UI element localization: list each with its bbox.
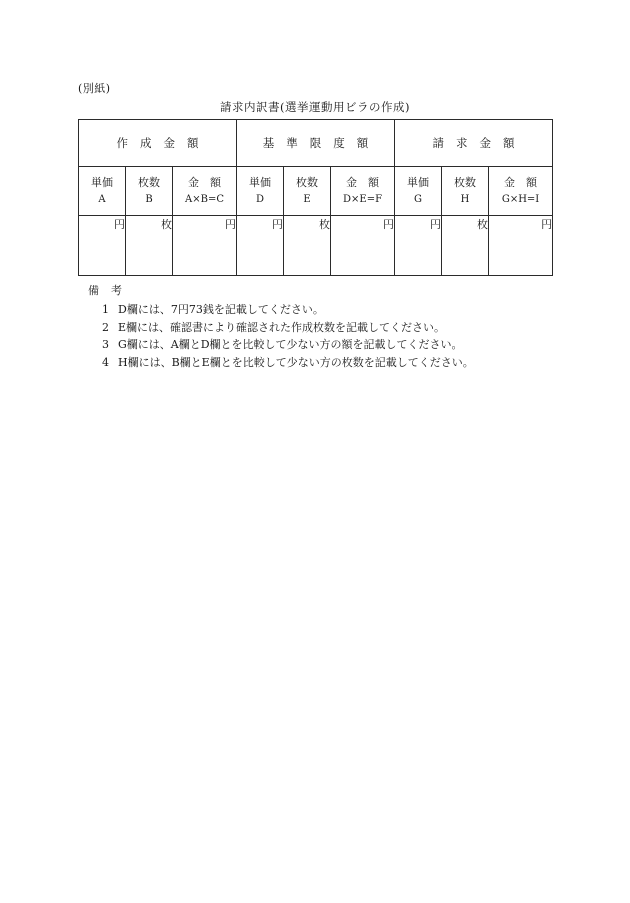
value-cell-count-e: 枚 xyxy=(284,216,331,276)
value-cell-amount-c: 円 xyxy=(173,216,237,276)
group-header-cell xyxy=(79,120,237,167)
notes-section xyxy=(88,282,474,371)
column-symbol: B xyxy=(145,194,153,205)
column-header-row xyxy=(79,167,553,216)
column-symbol: D xyxy=(256,194,265,205)
claim-breakdown-table xyxy=(78,119,553,276)
column-symbol: D×E=F xyxy=(343,194,383,205)
column-label: 金 額 xyxy=(504,176,538,189)
note-number: 2 xyxy=(102,320,109,334)
column-label: 単価 xyxy=(91,176,113,189)
value-cell-unit-price-g: 円 xyxy=(395,216,442,276)
column-header-cell xyxy=(284,167,331,216)
column-label: 単価 xyxy=(407,176,430,189)
page-title: 請求内訳書(選挙運動用ビラの作成) xyxy=(220,100,410,114)
value-cell-unit-price-a: 円 xyxy=(79,216,126,276)
note-text: G欄には、A欄とD欄とを比較して少ない方の額を記載してください。 xyxy=(118,338,463,351)
group-header-cell xyxy=(395,120,553,167)
column-symbol: E xyxy=(303,194,311,205)
column-symbol: A×B=C xyxy=(185,194,224,205)
column-label: 金 額 xyxy=(346,176,380,189)
group-header-row xyxy=(79,120,553,167)
column-label: 金 額 xyxy=(188,176,222,189)
column-header-cell xyxy=(173,167,237,216)
value-cell-count-h: 枚 xyxy=(442,216,489,276)
column-symbol: H xyxy=(460,194,470,205)
note-item xyxy=(102,336,474,354)
column-label: 単価 xyxy=(249,176,272,189)
value-cell-unit-price-d: 円 xyxy=(237,216,284,276)
note-item xyxy=(102,354,474,372)
column-symbol: A xyxy=(98,194,106,205)
attachment-label: (別紙) xyxy=(78,82,111,95)
note-item xyxy=(102,319,474,337)
note-number: 3 xyxy=(102,338,109,351)
value-cell-amount-f: 円 xyxy=(331,216,395,276)
group-header-limit: 基準限度額 xyxy=(262,136,381,150)
column-header-cell xyxy=(442,167,489,216)
note-text: H欄には、B欄とE欄とを比較して少ない方の枚数を記載してください。 xyxy=(118,355,474,369)
column-symbol: G×H=I xyxy=(501,194,540,205)
column-symbol: G xyxy=(414,194,423,205)
value-cell-count-b: 枚 xyxy=(126,216,173,276)
group-header-claim: 請求金額 xyxy=(432,136,527,150)
value-cell-amount-i: 円 xyxy=(489,216,553,276)
column-header-cell xyxy=(395,167,442,216)
value-row xyxy=(79,216,553,276)
column-header-cell xyxy=(79,167,126,216)
group-header-cell xyxy=(237,120,395,167)
notes-title: 備考 xyxy=(88,284,134,297)
note-text: E欄には、確認書により確認された作成枚数を記載してください。 xyxy=(118,320,446,334)
column-header-cell xyxy=(237,167,284,216)
column-label: 枚数 xyxy=(296,176,319,189)
note-number: 1 xyxy=(102,303,109,316)
group-header-production: 作成金額 xyxy=(116,136,211,150)
column-label: 枚数 xyxy=(454,176,477,189)
column-label: 枚数 xyxy=(138,176,160,189)
note-item xyxy=(102,301,474,319)
note-number: 4 xyxy=(102,355,109,369)
column-header-cell xyxy=(126,167,173,216)
note-text: D欄には、7円73銭を記載してください。 xyxy=(118,303,324,316)
column-header-cell xyxy=(489,167,553,216)
column-header-cell xyxy=(331,167,395,216)
